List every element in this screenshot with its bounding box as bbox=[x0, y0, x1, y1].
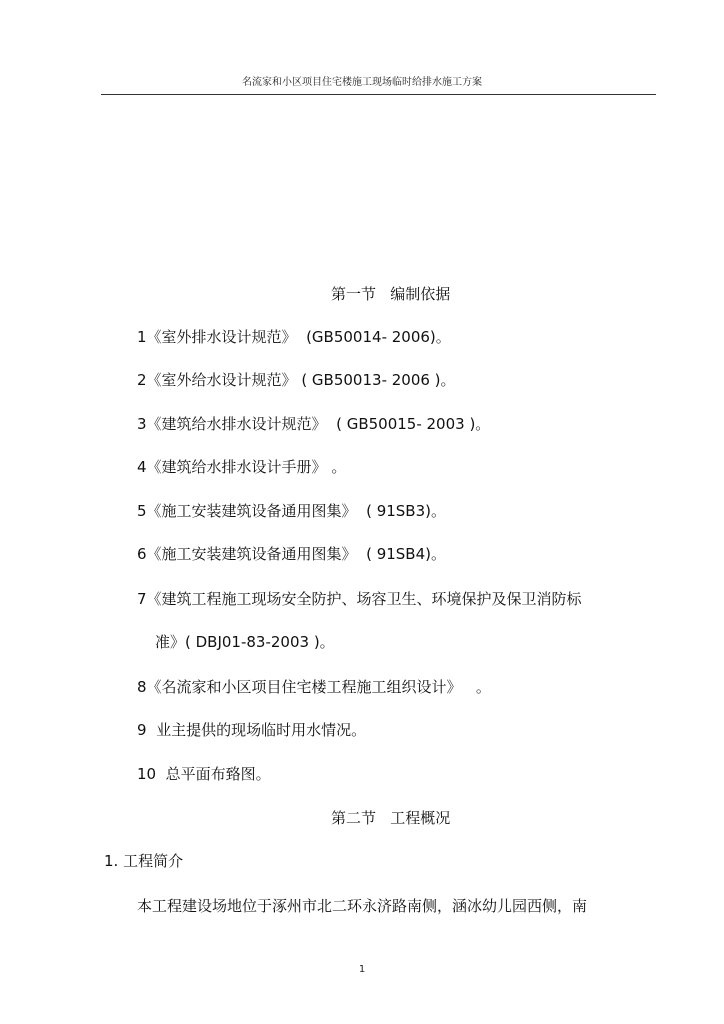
reference-item-6: 6《施工安装建筑设备通用图集》 ( 91SB4)。 bbox=[137, 545, 446, 563]
reference-item-8: 8《名流家和小区项目住宅楼工程施工组织设计》 。 bbox=[137, 678, 491, 696]
header-divider bbox=[101, 94, 656, 95]
reference-item-7: 7《建筑工程施工现场安全防护、场容卫生、环境保护及保卫消防标 bbox=[137, 590, 582, 608]
reference-item-4: 4《建筑给水排水设计手册》 。 bbox=[137, 458, 347, 476]
reference-item-9: 9 业主提供的现场临时用水情况。 bbox=[137, 721, 367, 739]
reference-item-5: 5《施工安装建筑设备通用图集》 ( 91SB3)。 bbox=[137, 502, 446, 520]
reference-item-10: 10 总平面布臵图。 bbox=[137, 765, 271, 783]
section-heading: 第二节 工程概况 bbox=[331, 809, 451, 827]
reference-item-1: 1《室外排水设计规范》 (GB50014- 2006)。 bbox=[137, 328, 451, 346]
section-heading: 第一节 编制依据 bbox=[331, 285, 451, 303]
subsection-heading: 1. 工程简介 bbox=[104, 852, 184, 870]
body-paragraph: 本工程建设场地位于涿州市北二环永济路南侧，涵冰幼儿园西侧，南 bbox=[137, 897, 588, 915]
reference-item-2: 2《室外给水设计规范》 ( GB50013- 2006 )。 bbox=[137, 371, 456, 389]
page-number: 1 bbox=[358, 964, 366, 975]
reference-item-7-continued: 准》( DBJ01-83-2003 )。 bbox=[155, 633, 335, 651]
header-title: 名流家和小区项目住宅楼施工现场临时给排水施工方案 bbox=[242, 77, 482, 88]
reference-item-3: 3《建筑给水排水设计规范》 ( GB50015- 2003 )。 bbox=[137, 415, 491, 433]
